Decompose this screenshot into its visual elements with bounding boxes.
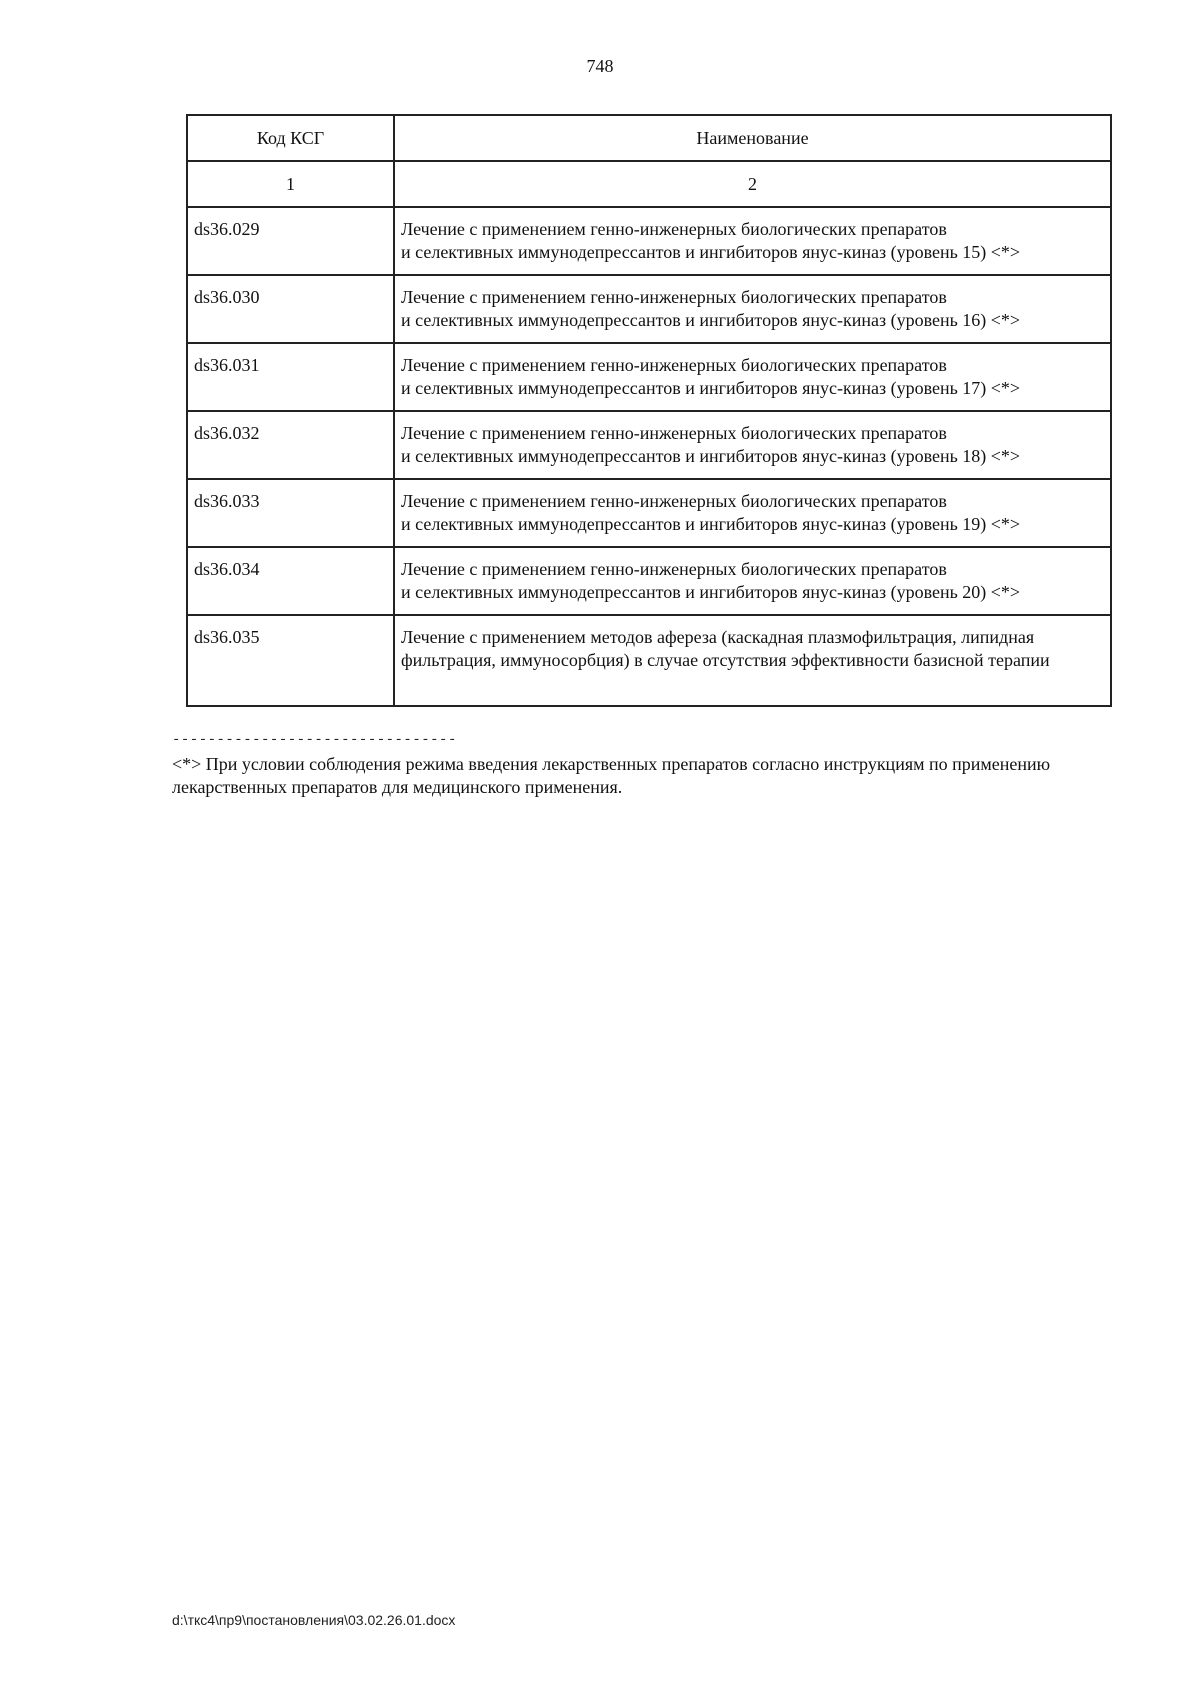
row-name (394, 547, 1111, 615)
header-code: Код КСГ (187, 115, 394, 161)
row-name-line: Лечение с применением генно-инженерных биологических препаратов (401, 423, 947, 443)
table-header-row (187, 115, 1111, 161)
footnote-text: <*> При условии соблюдения режима введения лекарственных препаратов согласно инструкциям по применению лекарственных препаратов для медицинского применения. (172, 754, 1051, 797)
page-number: 748 (586, 56, 614, 76)
table-row (187, 343, 1111, 411)
row-name-line: Лечение с применением генно-инженерных биологических препаратов (401, 219, 947, 239)
column-number-2: 2 (394, 161, 1111, 207)
row-name (394, 615, 1111, 706)
row-name (394, 207, 1111, 275)
ksg-table (186, 114, 1112, 707)
table-row (187, 547, 1111, 615)
table-row (187, 275, 1111, 343)
row-code: ds36.032 (187, 411, 394, 479)
table-row (187, 411, 1111, 479)
table-row (187, 479, 1111, 547)
row-code: ds36.031 (187, 343, 394, 411)
row-code: ds36.029 (187, 207, 394, 275)
column-number-row (187, 161, 1111, 207)
row-name-line: Лечение с применением генно-инженерных биологических препаратов (401, 491, 947, 511)
row-name-line: и селективных иммунодепрессантов и ингибиторов янус-киназ (уровень 16) <*> (401, 310, 1021, 330)
row-name-line: и селективных иммунодепрессантов и ингибиторов янус-киназ (уровень 18) <*> (401, 446, 1021, 466)
row-code: ds36.030 (187, 275, 394, 343)
row-name-line: Лечение с применением генно-инженерных биологических препаратов (401, 287, 947, 307)
row-name (394, 343, 1111, 411)
row-name-line: и селективных иммунодепрессантов и ингибиторов янус-киназ (уровень 17) <*> (401, 378, 1021, 398)
row-name (394, 411, 1111, 479)
row-name (394, 275, 1111, 343)
row-name-line: и селективных иммунодепрессантов и ингибиторов янус-киназ (уровень 19) <*> (401, 514, 1021, 534)
file-path: d:\ткс4\пр9\постановления\03.02.26.01.docx (172, 1612, 456, 1628)
header-name: Наименование (394, 115, 1111, 161)
column-number-1: 1 (187, 161, 394, 207)
table-row (187, 615, 1111, 706)
row-name-text: Лечение с применением методов афереза (каскадная плазмофильтрация, липидная фильтрация, иммуносорбция) в случае отсутствия эффективности базисной терапии (401, 627, 1050, 670)
row-name-line: Лечение с применением генно-инженерных биологических препаратов (401, 355, 947, 375)
table-row (187, 207, 1111, 275)
footnote-separator: -------------------------------- (172, 732, 457, 748)
row-name (394, 479, 1111, 547)
row-name-line: и селективных иммунодепрессантов и ингибиторов янус-киназ (уровень 20) <*> (401, 582, 1021, 602)
row-code: ds36.034 (187, 547, 394, 615)
row-name-line: и селективных иммунодепрессантов и ингибиторов янус-киназ (уровень 15) <*> (401, 242, 1021, 262)
row-name-line: Лечение с применением генно-инженерных биологических препаратов (401, 559, 947, 579)
row-code: ds36.035 (187, 615, 394, 706)
row-code: ds36.033 (187, 479, 394, 547)
